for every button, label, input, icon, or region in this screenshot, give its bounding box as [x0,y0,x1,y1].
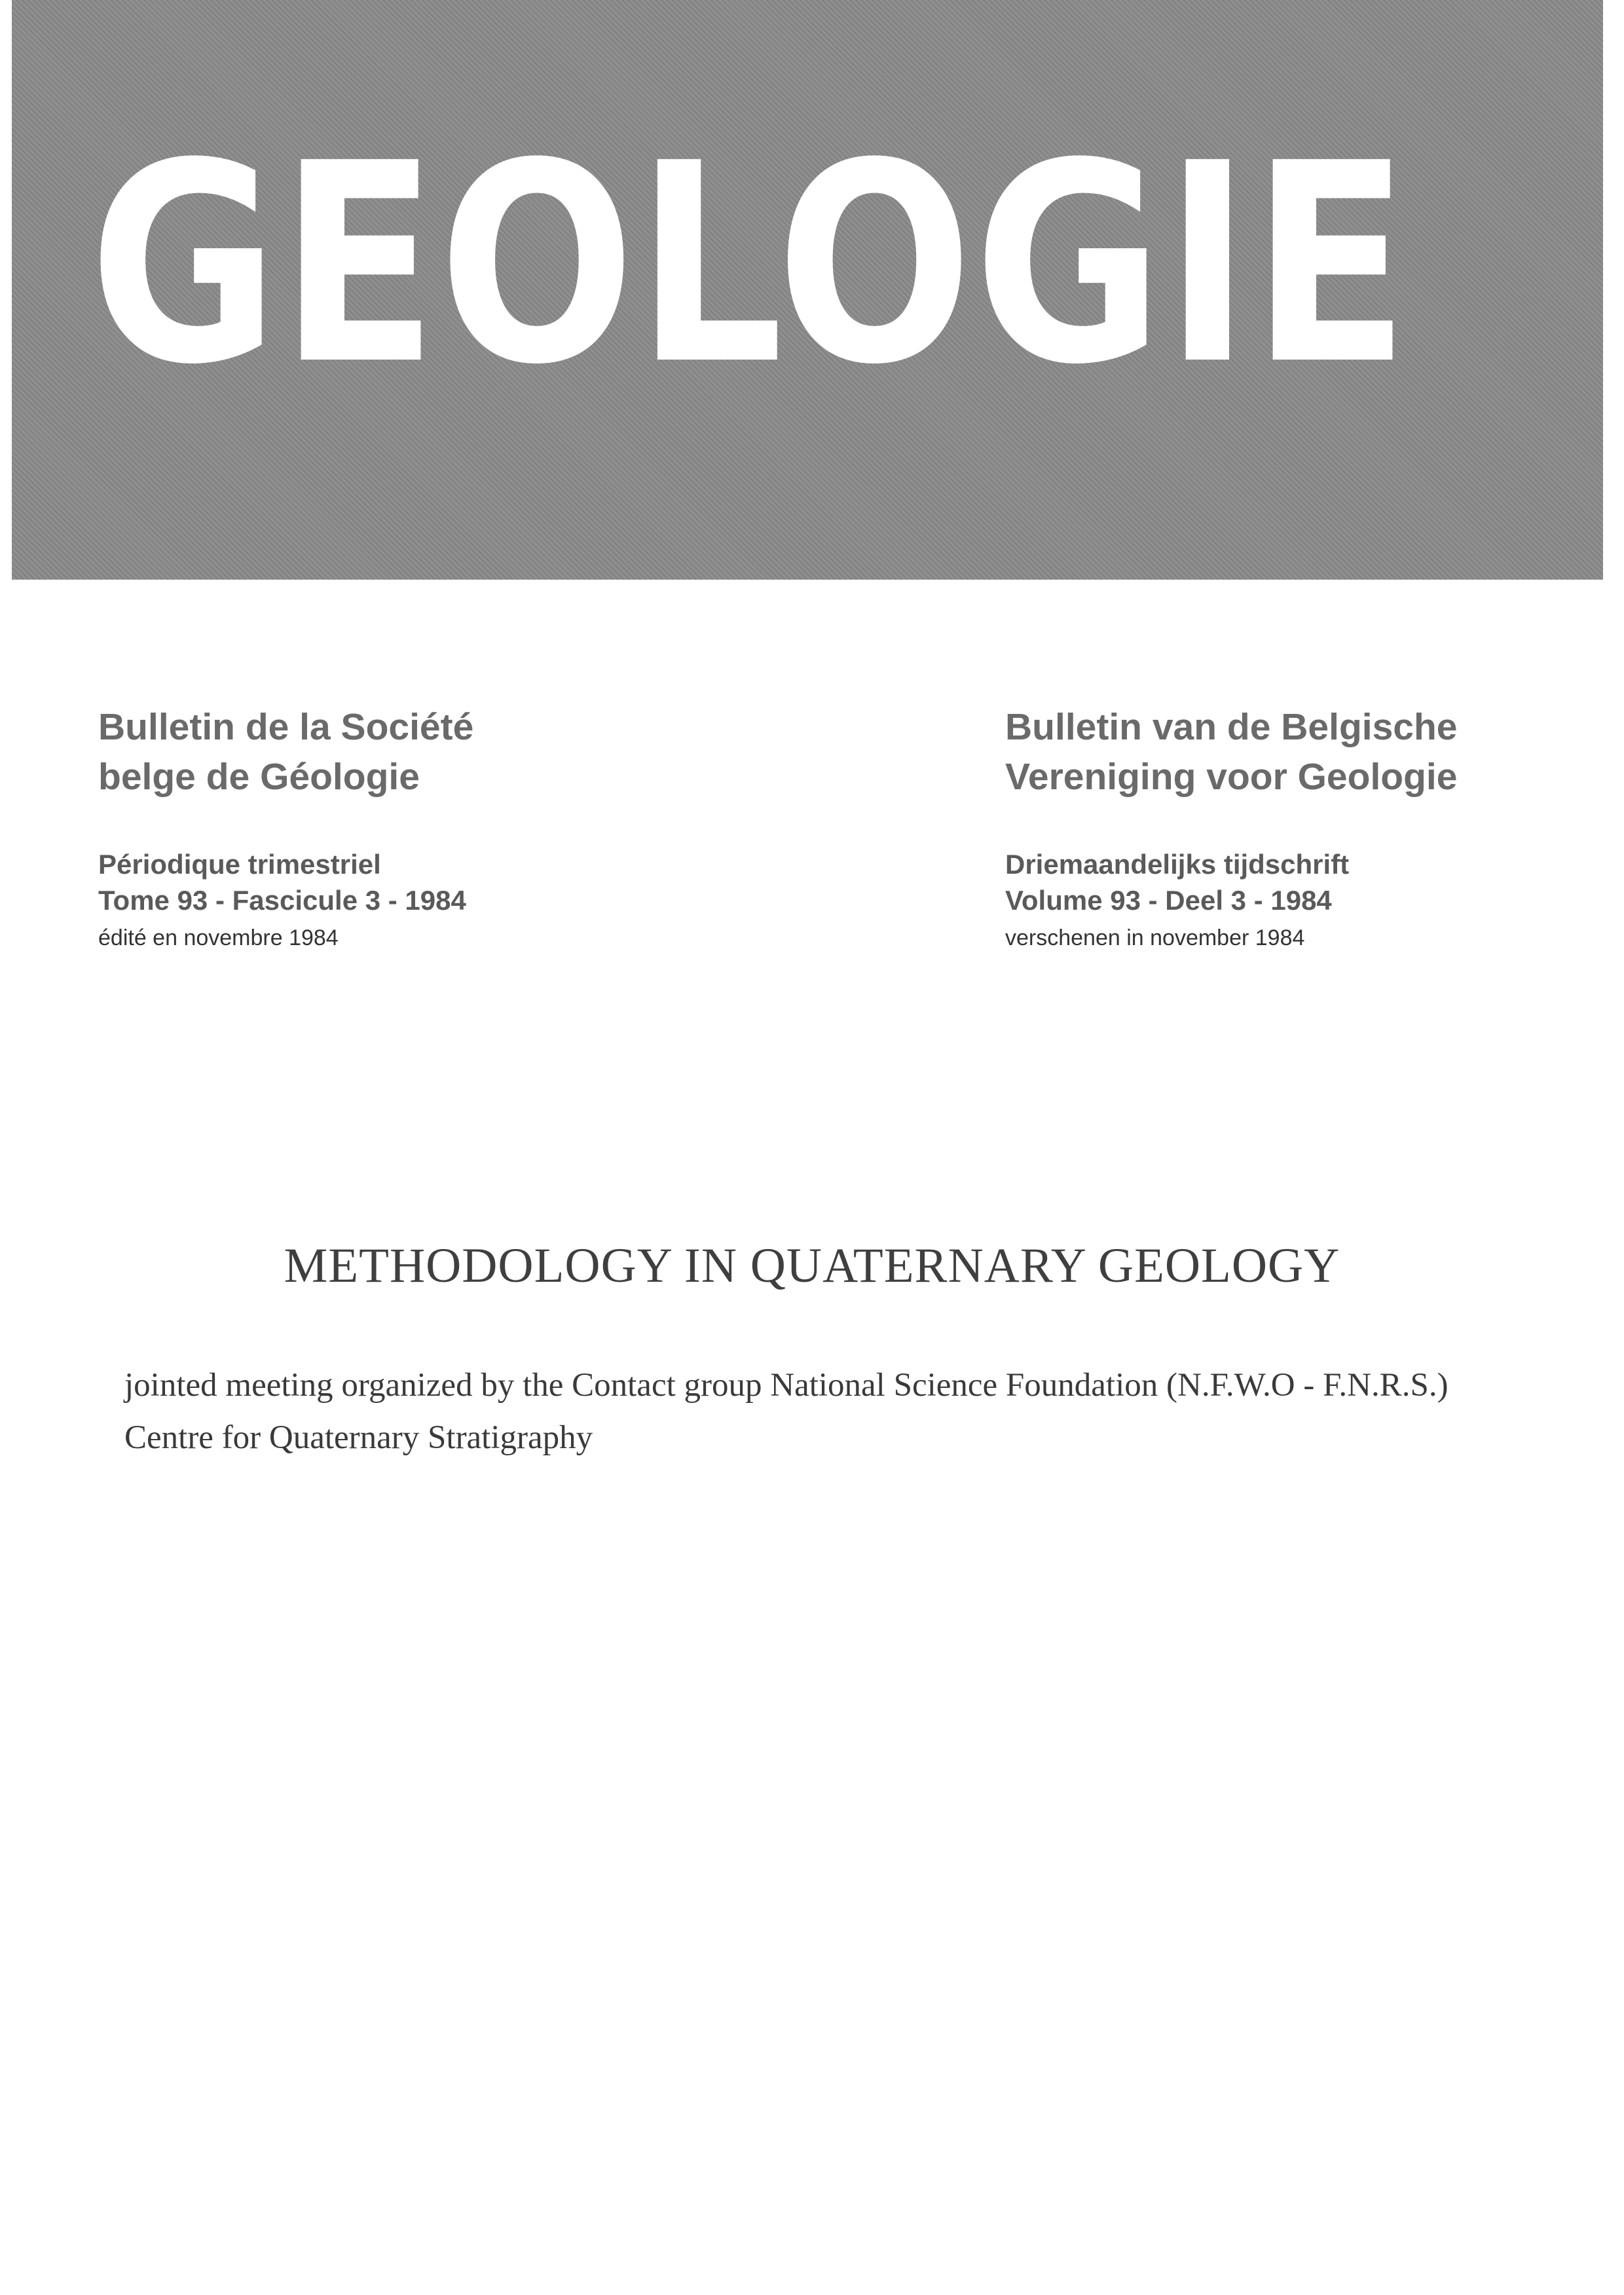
journal-title: GEOLOGIE [89,105,1411,425]
french-bulletin-line1: Bulletin de la Société [98,706,474,748]
french-bulletin-line2: belge de Géologie [98,756,420,798]
spacer [98,802,786,846]
issue-subtitle-line2: Centre for Quaternary Stratigraphy [124,1419,593,1456]
spacer [1005,802,1595,846]
dutch-periodicity: Driemaandelijks tijdschrift [1005,849,1350,880]
issue-subtitle-line1: jointed meeting organized by the Contact group National Science Foundation (N.F.W.O - F.N.R.S.) [124,1367,1449,1404]
dutch-bulletin-line2: Vereniging voor Geologie [1005,756,1458,798]
french-periodicity: Périodique trimestriel [98,849,381,880]
french-info-block [98,702,786,953]
dutch-volume: Volume 93 - Deel 3 - 1984 [1005,885,1332,916]
masthead-banner [12,0,1603,580]
french-volume: Tome 93 - Fascicule 3 - 1984 [98,885,466,916]
french-edition-date: édité en novembre 1984 [98,925,339,950]
issue-title: METHODOLOGY IN QUATERNARY GEOLOGY [284,1239,1340,1293]
dutch-edition-date: verschenen in november 1984 [1005,925,1305,950]
issue-subtitle [124,1359,1591,1464]
dutch-bulletin-line1: Bulletin van de Belgische [1005,706,1458,748]
dutch-info-block [1005,702,1595,953]
